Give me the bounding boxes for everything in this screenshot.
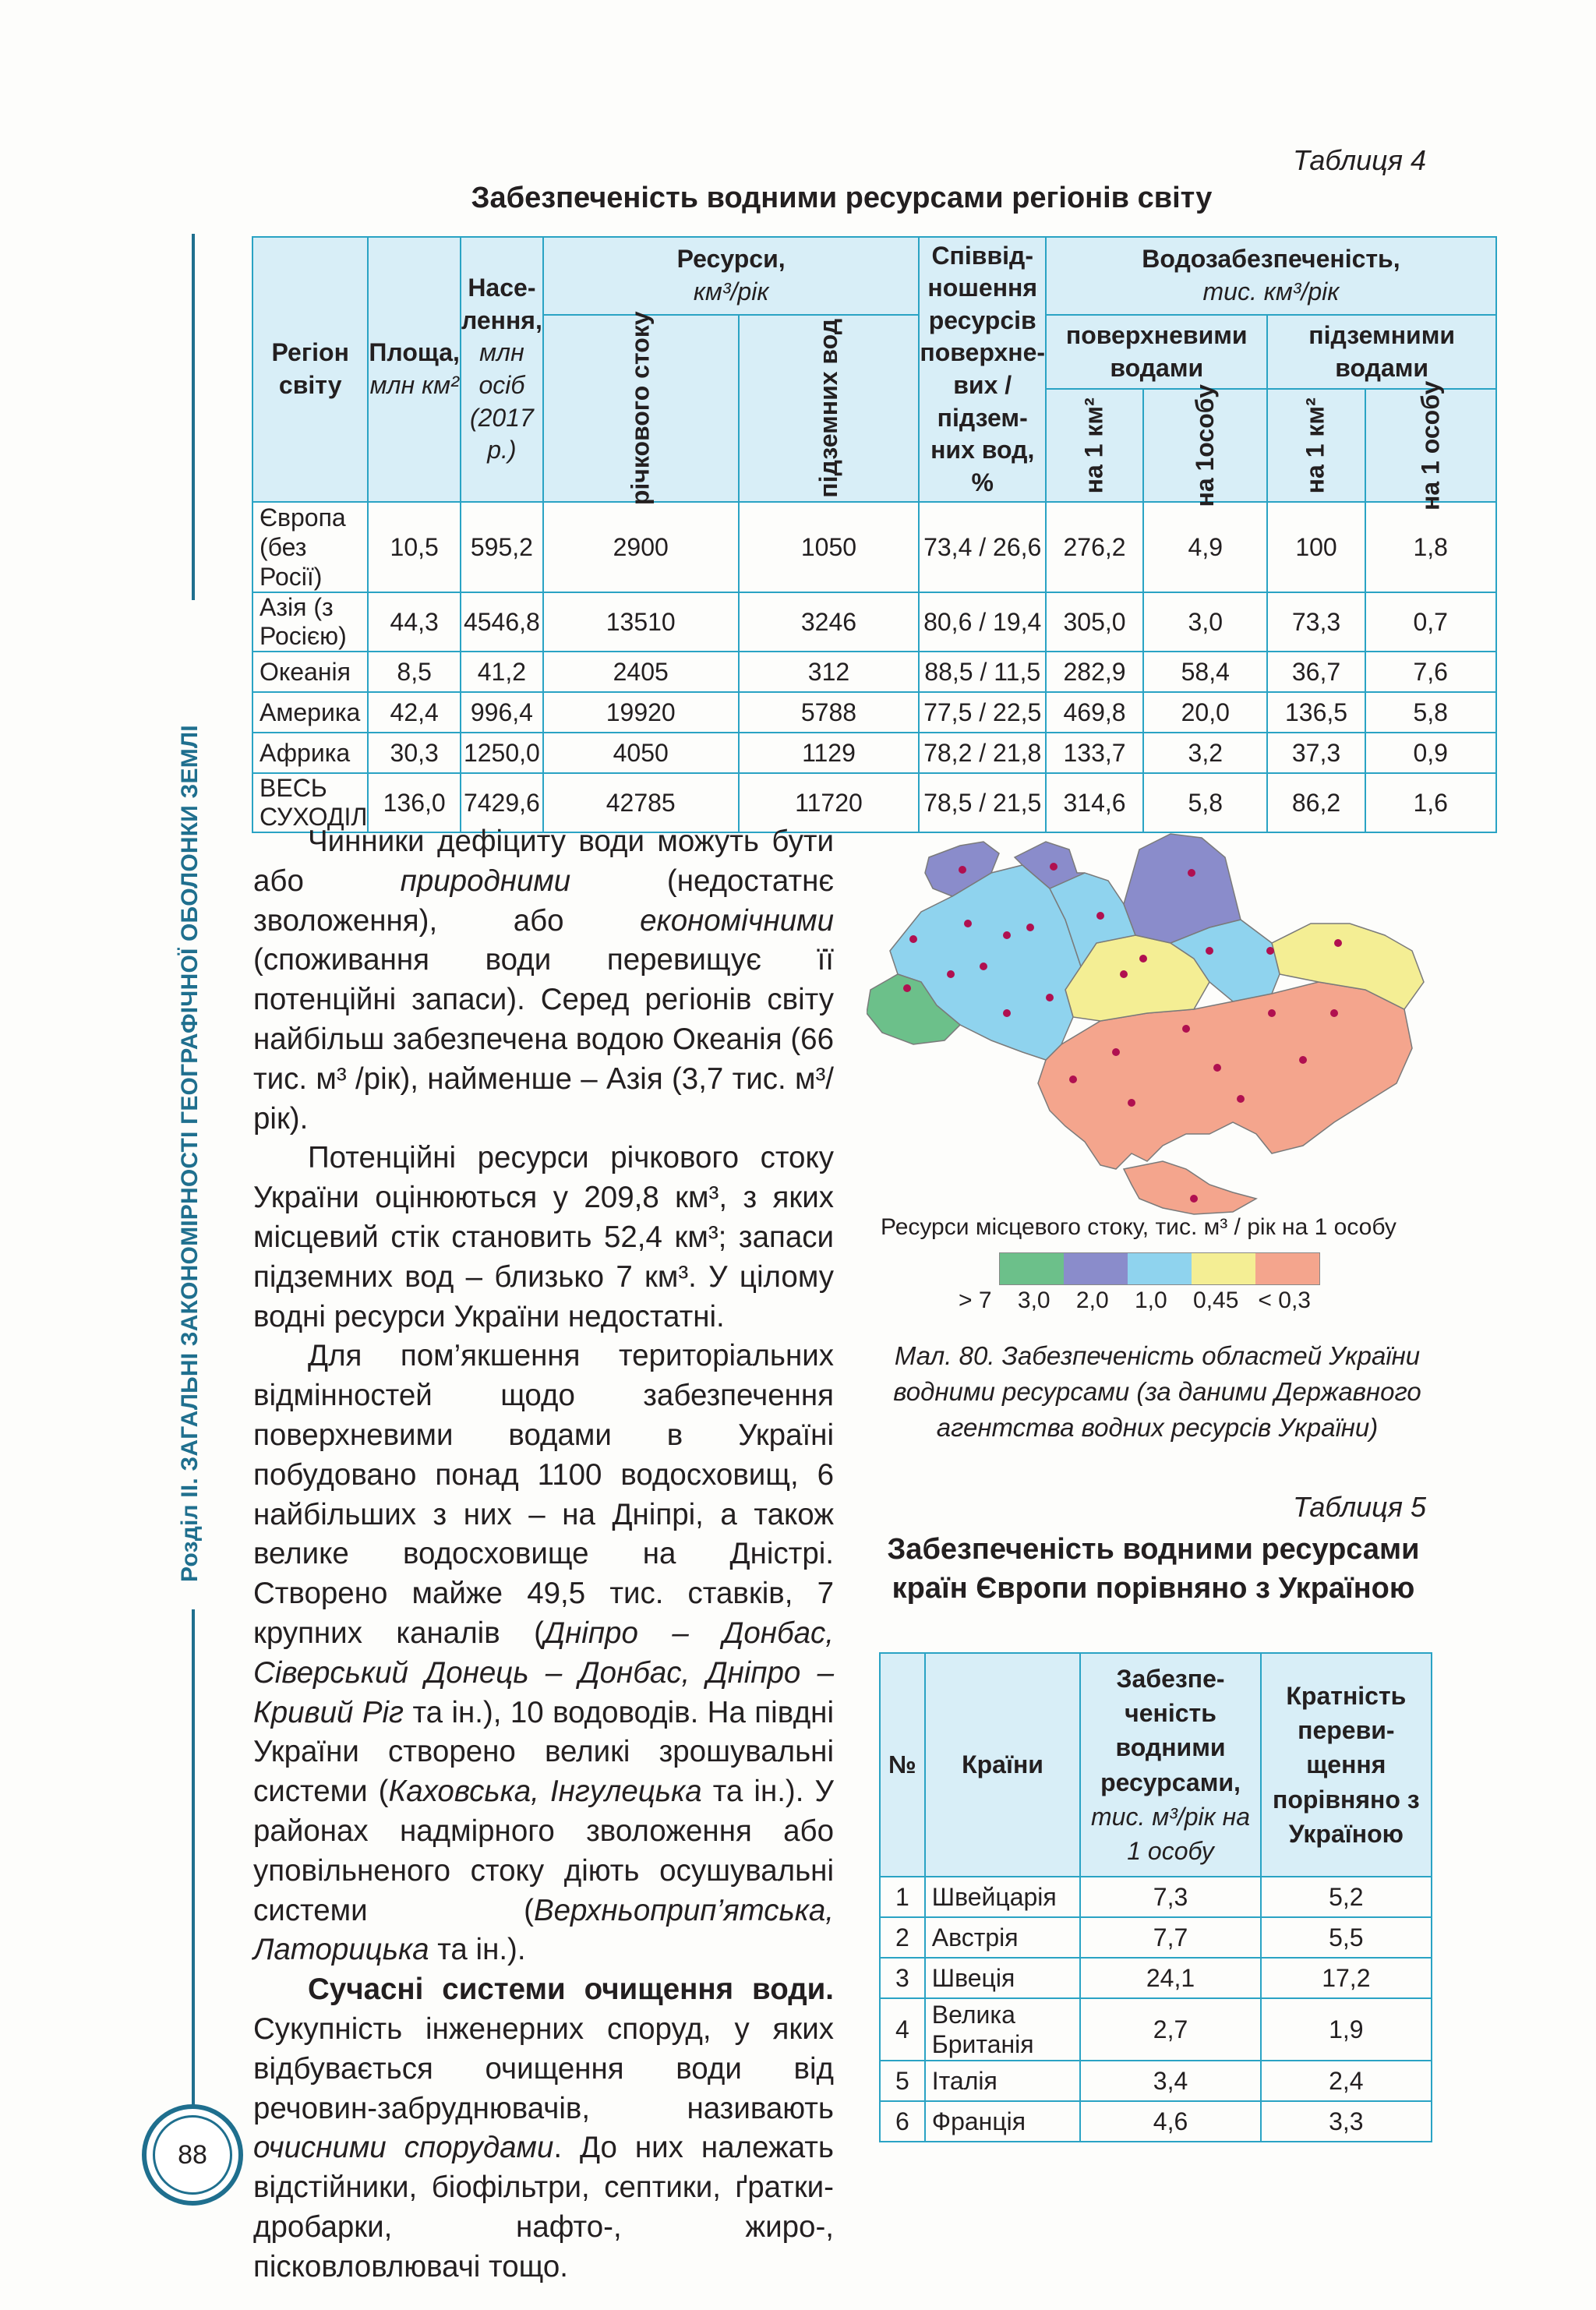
header-ratio: Співвід-ношення ресурсів поверхне-вих / підзем-них вод, %	[919, 237, 1046, 502]
table5-cell: 5,5	[1261, 1917, 1432, 1958]
table4-cell: 100	[1267, 502, 1365, 592]
table4-cell: 1,8	[1365, 502, 1496, 592]
table5-row	[880, 2061, 1432, 2101]
table4-cell: 314,6	[1046, 773, 1143, 832]
body-text	[253, 822, 834, 2287]
table5-cell: 17,2	[1261, 1958, 1432, 1998]
table5-row	[880, 1877, 1432, 1917]
table4-cell: 3,2	[1143, 733, 1267, 773]
table4-cell: 0,7	[1365, 592, 1496, 652]
header-supply: Водозабезпеченість, тис. км³/рік	[1046, 237, 1496, 315]
table4-cell: 133,7	[1046, 733, 1143, 773]
table4-cell: Америка	[252, 692, 368, 733]
table4-cell: 1,6	[1365, 773, 1496, 832]
section-label: Розділ ІІ. ЗАГАЛЬНІ ЗАКОНОМІРНОСТІ ГЕОГРАФІЧНОЇ ОБОЛОНКИ ЗЕМЛІ	[177, 725, 203, 1582]
t5-header-supply: Забезпе-ченість водними ресурсами, тис. м³/рік на 1 особу	[1080, 1653, 1260, 1877]
ukraine-water-map	[867, 826, 1428, 1216]
table4-cell: Європа (без Росії)	[252, 502, 368, 592]
table4-cell: 305,0	[1046, 592, 1143, 652]
map-legend-bar	[999, 1252, 1320, 1285]
table4-row	[252, 592, 1496, 652]
table4-cell: Океанія	[252, 652, 368, 692]
side-divider-bottom	[192, 1609, 195, 2147]
map-legend-title: Ресурси місцевого стоку, тис. м³ / рік на 1 особу	[881, 1214, 1396, 1240]
table4-cell: 136,5	[1267, 692, 1365, 733]
header-ground: підземних вод	[739, 315, 920, 502]
table5-cell: 2,4	[1261, 2061, 1432, 2101]
table4-cell: 595,2	[461, 502, 543, 592]
header-resources: Ресурси, км³/рік	[543, 237, 920, 315]
map-region-crimea	[1124, 1161, 1256, 1214]
legend-swatch-4	[1192, 1253, 1255, 1284]
table4-cell: 30,3	[368, 733, 461, 773]
header-area: Площа, млн км²	[368, 237, 461, 502]
table4-cell: 80,6 / 19,4	[919, 592, 1046, 652]
table5-cell: 6	[880, 2101, 925, 2142]
t5-header-country: Країни	[925, 1653, 1081, 1877]
paragraph-2: Потенційні ресурси річкового стоку України оцінюються у 209,8 км³, з яких місцевий стік становить 52,4 км³; запаси підземних вод – близько 7 км³. У цілому водні ресурси України недостатні.	[253, 1141, 834, 1333]
table4-cell: 7429,6	[461, 773, 543, 832]
table4-cell: 0,9	[1365, 733, 1496, 773]
table5-row	[880, 2101, 1432, 2142]
header-surface: поверхневими водами	[1046, 315, 1267, 389]
paragraph-3: Для пом’якшення територіальних відмінностей щодо забезпечення поверхневими водами в Україні побудовано понад 1100 водосховищ, 6 найбільших з них – на Дніпрі, а також велике водосховище на Дністрі. Створено майже 49,5 тис. ставків, 7 крупних каналів (Дніпро – Донбас, Сіверський Донець – Донбас, Дніпро – Кривий Ріг та ін.), 10 водоводів. На півдні України створено великі зрошувальні системи (Каховська, Інгулецька та ін.). У районах надмірного зволоження або уповільненого стоку діють осушувальні системи (Верхньоприп’ятська, Латорицька та ін.).	[253, 1339, 834, 1967]
table4-cell: 1129	[739, 733, 920, 773]
header-region: Регіон світу	[252, 237, 368, 502]
table5-cell: Австрія	[925, 1917, 1081, 1958]
table4-cell: 996,4	[461, 692, 543, 733]
table4-cell: 2900	[543, 502, 739, 592]
table4-row	[252, 733, 1496, 773]
table4-cell: 20,0	[1143, 692, 1267, 733]
table4-cell: 36,7	[1267, 652, 1365, 692]
table5-cell: 4	[880, 1998, 925, 2061]
table4-cell: 42785	[543, 773, 739, 832]
table5-cell: 4,6	[1080, 2101, 1260, 2142]
table5-cell: 3,3	[1261, 2101, 1432, 2142]
table4-label: Таблиця 4	[1293, 144, 1426, 176]
table5	[879, 1652, 1432, 2142]
table4-cell: 7,6	[1365, 652, 1496, 692]
table4-cell: 1250,0	[461, 733, 543, 773]
table5-cell: Італія	[925, 2061, 1081, 2101]
paragraph-4: Сучасні системи очищення води. Сукупність інженерних споруд, у яких відбувається очищення води від речовин-забруднювачів, називають очисними спорудами. До них належать відстійники, біофільтри, септики, ґратки-дробарки, нафто-, жиро-, пісковловлювачі тощо.	[253, 1973, 834, 2284]
table5-cell: 3	[880, 1958, 925, 1998]
table5-cell: 5,2	[1261, 1877, 1432, 1917]
table5-cell: Швейцарія	[925, 1877, 1081, 1917]
table4-cell: Африка	[252, 733, 368, 773]
table5-cell: 2,7	[1080, 1998, 1260, 2061]
table5-cell: Швеція	[925, 1958, 1081, 1998]
table5-cell: 5	[880, 2061, 925, 2101]
header-underground: підземними водами	[1267, 315, 1495, 389]
header-river: річкового стоку	[543, 315, 739, 502]
table5-row	[880, 1958, 1432, 1998]
table4-cell: 78,5 / 21,5	[919, 773, 1046, 832]
table4-cell: 44,3	[368, 592, 461, 652]
header-per-km2-b: на 1 км²	[1267, 389, 1365, 502]
map-legend-labels: > 7 3,0 2,0 1,0 0,45 < 0,3	[959, 1287, 1311, 1313]
table4-cell: 3,0	[1143, 592, 1267, 652]
table4-cell: 78,2 / 21,8	[919, 733, 1046, 773]
table4-cell: 469,8	[1046, 692, 1143, 733]
table5-cell: 1,9	[1261, 1998, 1432, 2061]
table4-title: Забезпеченість водними ресурсами регіонів світу	[471, 182, 1213, 214]
table4-cell: 73,3	[1267, 592, 1365, 652]
table5-cell: 7,7	[1080, 1917, 1260, 1958]
header-per-km2: на 1 км²	[1046, 389, 1143, 502]
header-per-person-b: на 1 особу	[1365, 389, 1496, 502]
table4-cell: 88,5 / 11,5	[919, 652, 1046, 692]
t5-header-num: №	[880, 1653, 925, 1877]
header-per-person: на 1особу	[1143, 389, 1267, 502]
table4-cell: 41,2	[461, 652, 543, 692]
table4-cell: 276,2	[1046, 502, 1143, 592]
table4-cell: 8,5	[368, 652, 461, 692]
table4-cell: 1050	[739, 502, 920, 592]
table4-row	[252, 502, 1496, 592]
table4-cell: 4050	[543, 733, 739, 773]
table5-row	[880, 1917, 1432, 1958]
table5-cell: 2	[880, 1917, 925, 1958]
table5-label: Таблиця 5	[1293, 1491, 1426, 1523]
table4-cell: 312	[739, 652, 920, 692]
table4-cell: 5788	[739, 692, 920, 733]
table4-cell: Азія (з Росією)	[252, 592, 368, 652]
legend-swatch-1	[1000, 1253, 1064, 1284]
legend-swatch-3	[1128, 1253, 1192, 1284]
table4-cell: 282,9	[1046, 652, 1143, 692]
table5-cell: 24,1	[1080, 1958, 1260, 1998]
table4-cell: 4546,8	[461, 592, 543, 652]
page-number: 88	[153, 2115, 232, 2195]
table4-cell: 19920	[543, 692, 739, 733]
table5-cell: Франція	[925, 2101, 1081, 2142]
table4-cell: 3246	[739, 592, 920, 652]
table4-cell: 37,3	[1267, 733, 1365, 773]
table5-title: Забезпеченість водними ресурсами країн Європи порівняно з Україною	[887, 1533, 1420, 1605]
table4	[252, 236, 1497, 833]
table4-row	[252, 652, 1496, 692]
table4-cell: 4,9	[1143, 502, 1267, 592]
table4-cell: 58,4	[1143, 652, 1267, 692]
table4-cell: 10,5	[368, 502, 461, 592]
t5-header-ratio: Кратність переви-щення порівняно з Україною	[1261, 1653, 1432, 1877]
legend-swatch-5	[1255, 1253, 1319, 1284]
table4-cell: 2405	[543, 652, 739, 692]
header-population: Насе-лення, млн осіб (2017 р.)	[461, 237, 543, 502]
table4-cell: 136,0	[368, 773, 461, 832]
table5-cell: 1	[880, 1877, 925, 1917]
legend-swatch-2	[1064, 1253, 1128, 1284]
table4-cell: 73,4 / 26,6	[919, 502, 1046, 592]
table4-cell: 11720	[739, 773, 920, 832]
table4-cell: 77,5 / 22,5	[919, 692, 1046, 733]
table5-cell: 3,4	[1080, 2061, 1260, 2101]
side-divider-top	[192, 234, 195, 600]
table5-cell: 7,3	[1080, 1877, 1260, 1917]
map-caption: Мал. 80. Забезпеченість областей України водними ресурсами (за даними Державного агентства водних ресурсів України)	[893, 1341, 1421, 1442]
table5-cell: Велика Британія	[925, 1998, 1081, 2061]
table4-cell: 13510	[543, 592, 739, 652]
paragraph-1: Чинники дефіциту води можуть бути або природними (недостатнє зволоження), або економічними (споживання води перевищує її потенційні запаси). Серед регіонів світу найбільш забезпечена водою Океанія (66 тис. м³ /рік), найменше – Азія (3,7 тис. м³/ рік).	[253, 825, 835, 1136]
table4-cell: 86,2	[1267, 773, 1365, 832]
table4-cell: ВЕСЬ СУХОДІЛ	[252, 773, 368, 832]
table4-cell: 5,8	[1365, 692, 1496, 733]
table4-row	[252, 692, 1496, 733]
table4-cell: 42,4	[368, 692, 461, 733]
table4-cell: 5,8	[1143, 773, 1267, 832]
table5-row	[880, 1998, 1432, 2061]
